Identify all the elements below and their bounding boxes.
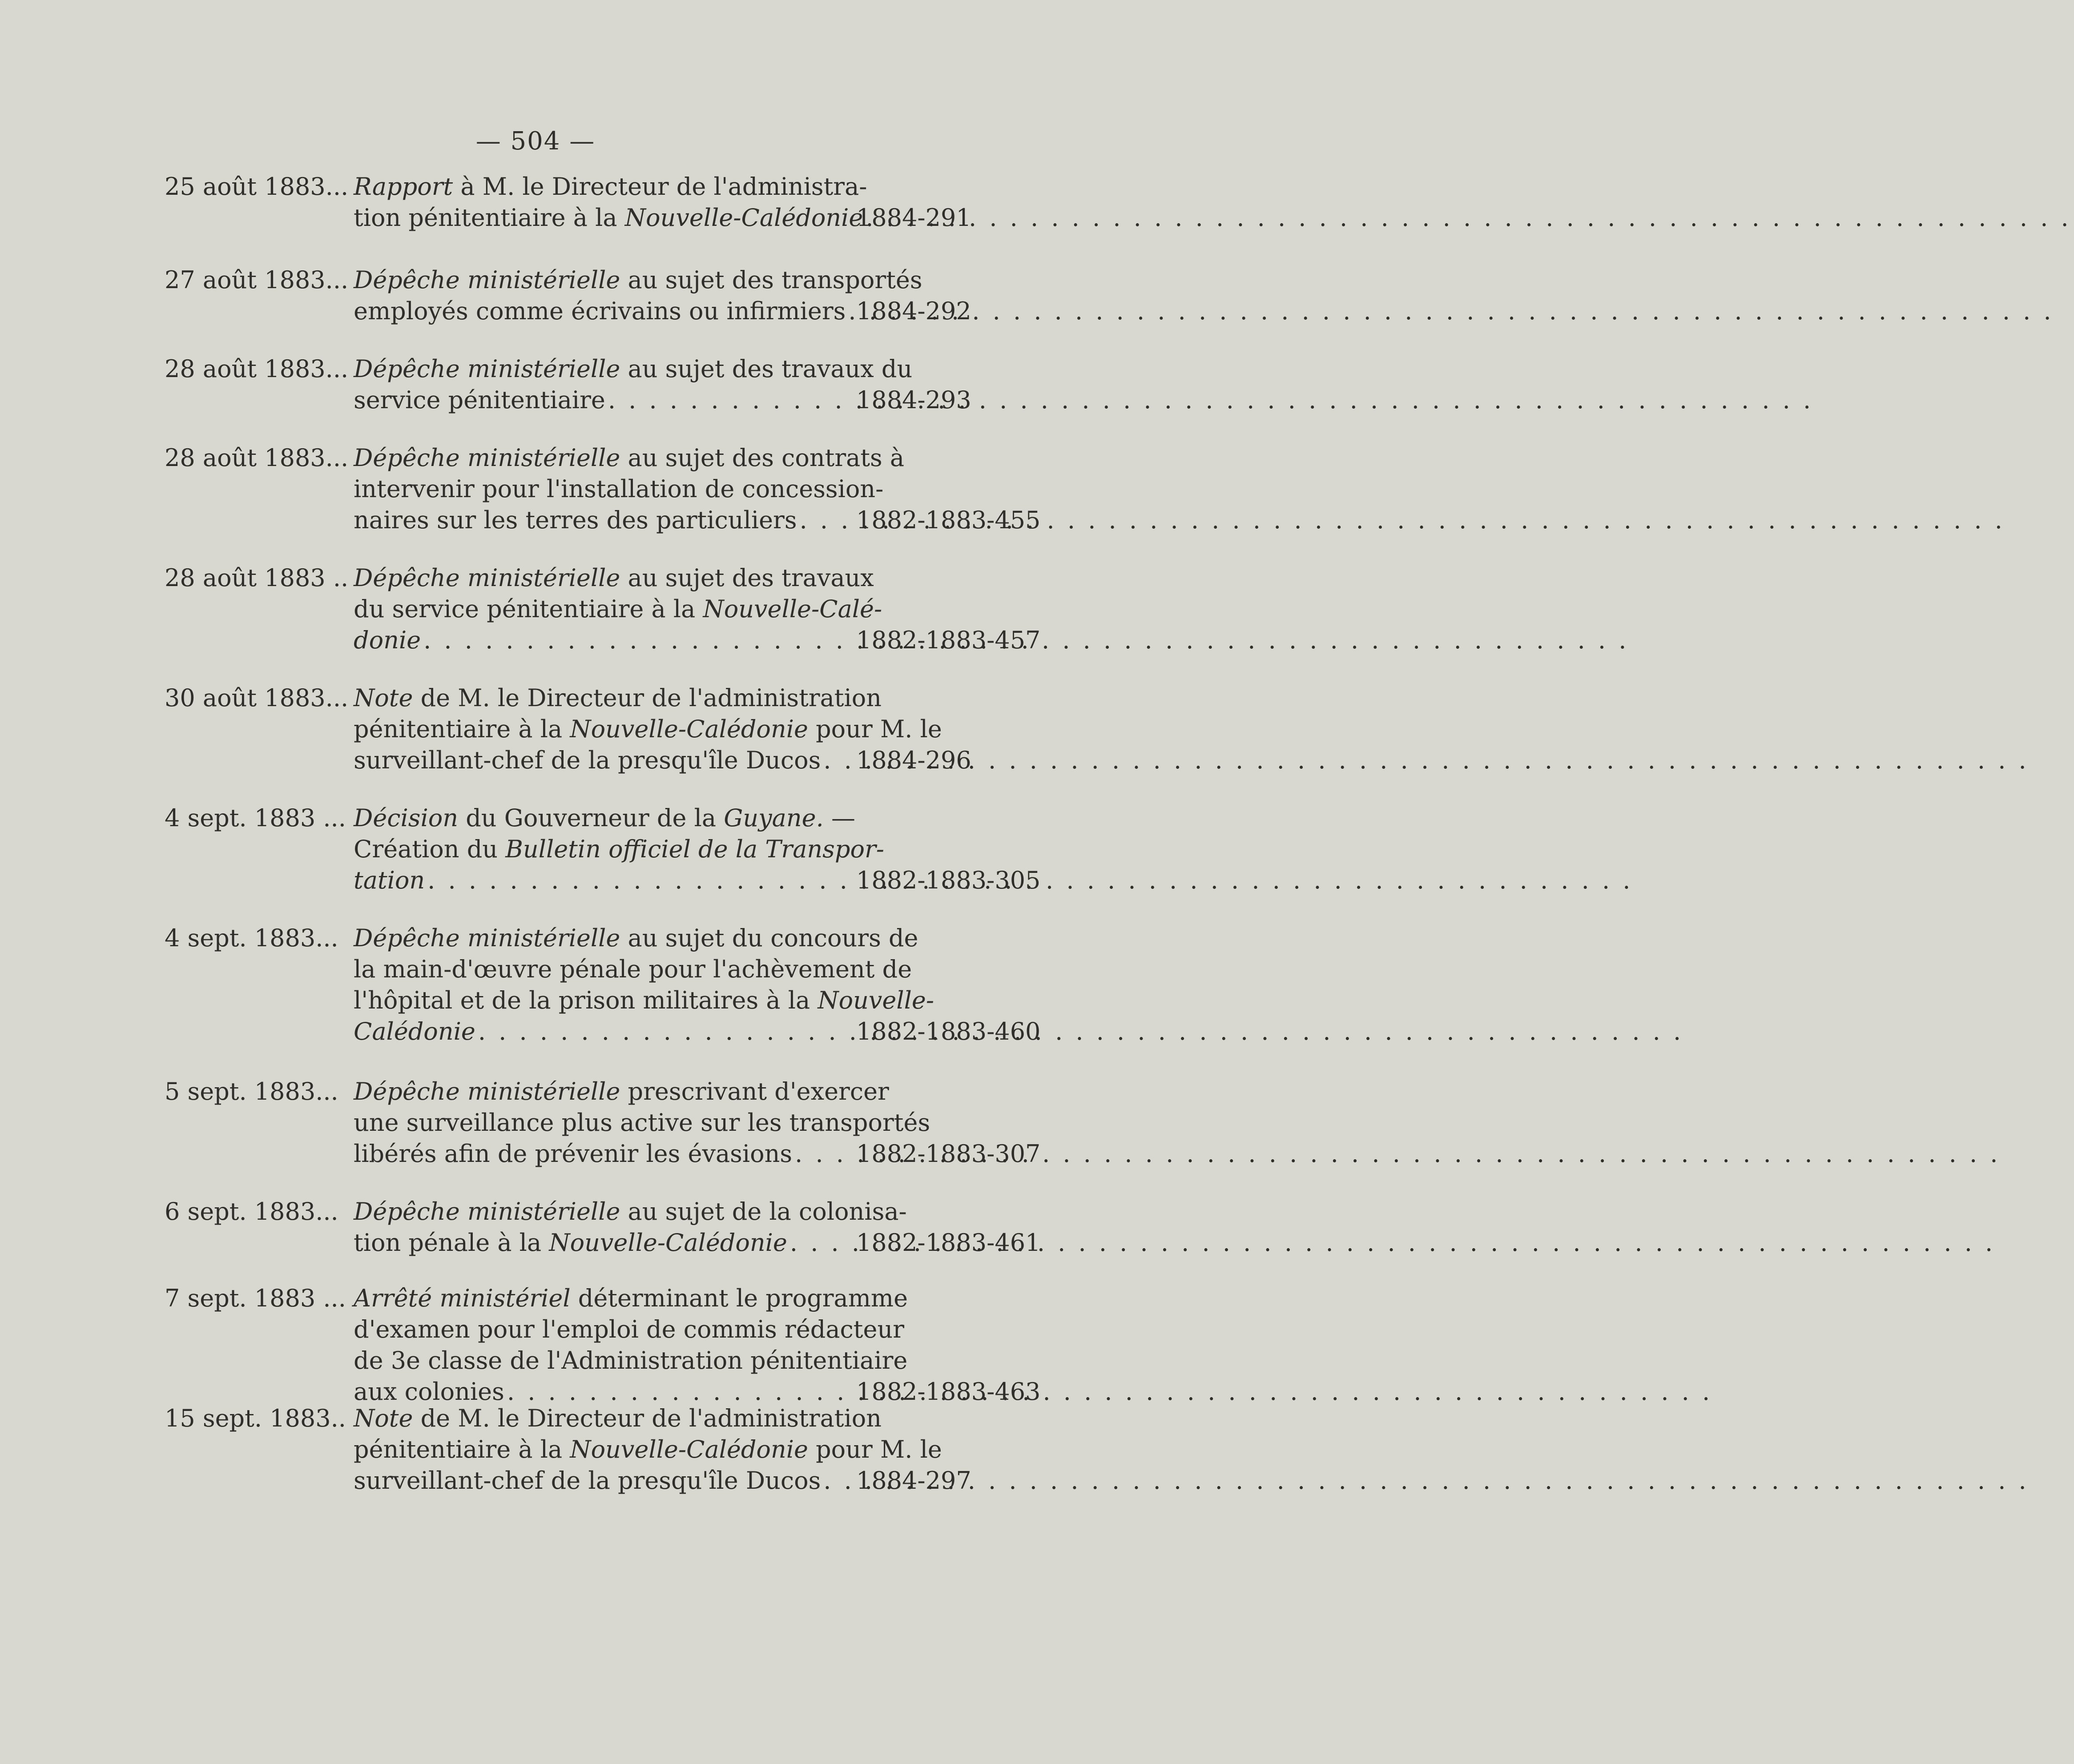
italic-text: Dépêche ministérielle (354, 1077, 620, 1105)
text-segment: — (823, 804, 855, 832)
italic-text: Nouvelle-Calédonie (570, 1435, 808, 1463)
text-segment: du Gouverneur de la (458, 804, 724, 832)
text-segment: intervenir pour l'installation de concession- (354, 475, 884, 503)
italic-text: Nouvelle- (818, 986, 934, 1014)
description-line (354, 803, 855, 834)
text-segment: déterminant le programme (570, 1284, 908, 1312)
italic-text: Dépêche ministérielle (354, 444, 620, 472)
description-line (354, 745, 847, 776)
entry-reference: 1882-1883-305 (856, 866, 1041, 894)
entry-reference: 1884-293 (856, 386, 971, 414)
entry-date: 15 sept. 1883.. (165, 1404, 346, 1432)
description-line (354, 1314, 905, 1345)
italic-text: tation (354, 866, 425, 894)
dot-leader (605, 385, 1816, 416)
text-segment: la main-d'œuvre pénale pour l'achèvement de (354, 955, 912, 983)
italic-text: Décision (354, 804, 459, 832)
italic-text: Dépêche ministérielle (354, 355, 620, 383)
entry-reference: 1884-297 (856, 1467, 971, 1495)
text-segment: au sujet des transportés (620, 266, 922, 294)
text-segment: naires sur les terres des particuliers (354, 506, 797, 534)
text-segment: au sujet des travaux (620, 564, 874, 592)
description-line (354, 385, 847, 416)
description-line (354, 505, 847, 536)
description-line (354, 171, 867, 202)
text-segment: aux colonies (354, 1378, 504, 1406)
description-line (354, 474, 884, 505)
entry-date: 30 août 1883... (165, 684, 349, 712)
description-line (354, 265, 922, 296)
description-line (354, 1345, 908, 1376)
italic-text: Note (354, 1404, 413, 1432)
description-line (354, 1283, 908, 1314)
entry-date: 5 sept. 1883... (165, 1077, 338, 1105)
text-segment: pour M. le (808, 1435, 942, 1463)
entry-date: 28 août 1883 .. (165, 564, 349, 592)
italic-text: Guyane. (724, 804, 824, 832)
description-line (354, 1403, 882, 1434)
dot-leader (821, 1465, 2031, 1496)
entry-reference: 1884-291 (856, 204, 971, 232)
description-line (354, 954, 912, 985)
entry-date: 4 sept. 1883 ... (165, 804, 346, 832)
text-segment: de M. le Directeur de l'administration (413, 1404, 882, 1432)
description-line (354, 1196, 907, 1227)
description-line (354, 202, 863, 233)
entry-date: 4 sept. 1883... (165, 924, 338, 952)
text-segment: à M. le Directeur de l'administra- (453, 173, 867, 201)
text-segment: une surveillance plus active sur les transportés (354, 1109, 930, 1137)
text-segment: tion pénitentiaire à la (354, 204, 625, 232)
text-segment: prescrivant d'exercer (620, 1077, 889, 1105)
description-line (354, 923, 918, 954)
description-line (354, 1434, 942, 1465)
text-segment: employés comme écrivains ou infirmiers (354, 297, 846, 325)
italic-text: Dépêche ministérielle (354, 1197, 620, 1226)
entry-reference: 1882-1883-461 (856, 1229, 1041, 1257)
text-segment: au sujet des contrats à (620, 444, 905, 472)
description-line (354, 442, 905, 474)
italic-text: Note (354, 684, 413, 712)
italic-text: Nouvelle-Calé- (703, 595, 882, 623)
description-line (354, 714, 942, 745)
entry-description (354, 442, 905, 536)
italic-text: Bulletin officiel de la Transpor- (505, 835, 885, 863)
description-line (354, 1138, 847, 1169)
text-segment: de M. le Directeur de l'administration (413, 684, 882, 712)
entry-reference: 1882-1883-460 (856, 1017, 1041, 1045)
entry-reference: 1884-296 (856, 746, 971, 774)
italic-text: donie (354, 626, 421, 654)
text-segment: libérés afin de prévenir les évasions (354, 1140, 793, 1168)
entry-date: 6 sept. 1883... (165, 1197, 338, 1226)
entry-date: 27 août 1883... (165, 266, 349, 294)
text-segment: de 3e classe de l'Administration pénitentiaire (354, 1346, 908, 1374)
text-segment: tion pénale à la (354, 1229, 549, 1257)
text-segment: pour M. le (808, 715, 942, 743)
italic-text: Nouvelle-Calédonie (624, 204, 863, 232)
description-line (354, 1107, 930, 1138)
italic-text: Nouvelle-Calédonie (549, 1229, 787, 1257)
text-segment: au sujet de la colonisa- (620, 1197, 907, 1226)
description-line (354, 1227, 847, 1258)
text-segment: du service pénitentiaire à la (354, 595, 703, 623)
page-number: — 504 — (475, 127, 596, 156)
entry-reference: 1882-1883-307 (856, 1140, 1041, 1168)
description-line (354, 985, 934, 1016)
italic-text: Dépêche ministérielle (354, 564, 620, 592)
description-line (354, 1076, 889, 1107)
text-segment: Création du (354, 835, 506, 863)
entry-description (354, 803, 885, 896)
entry-description (354, 1283, 908, 1407)
text-segment: service pénitentiaire (354, 386, 605, 414)
entry-reference: 1884-292 (856, 297, 971, 325)
entry-description (354, 1076, 930, 1169)
description-line (354, 683, 882, 714)
italic-text: Dépêche ministérielle (354, 266, 620, 294)
text-segment: d'examen pour l'emploi de commis rédacteur (354, 1315, 905, 1343)
entry-description (354, 563, 882, 656)
entry-reference: 1882-1883-455 (856, 506, 1041, 534)
description-line (354, 1016, 847, 1047)
description-line (354, 594, 882, 625)
dot-leader (846, 296, 2056, 327)
text-segment: pénitentiaire à la (354, 1435, 570, 1463)
description-line (354, 563, 874, 594)
dot-leader (863, 202, 2074, 233)
italic-text: Rapport (354, 173, 453, 201)
description-line (354, 834, 885, 865)
entry-date: 28 août 1883... (165, 444, 349, 472)
dot-leader (821, 745, 2031, 776)
entry-description (354, 354, 913, 416)
entry-description (354, 1196, 907, 1258)
text-segment: l'hôpital et de la prison militaires à la (354, 986, 818, 1014)
entry-date: 25 août 1883... (165, 173, 349, 201)
text-segment: surveillant-chef de la presqu'île Ducos (354, 1467, 821, 1495)
text-segment: pénitentiaire à la (354, 715, 570, 743)
description-line (354, 296, 847, 327)
entry-reference: 1882-1883-457 (856, 626, 1041, 654)
italic-text: Nouvelle-Calédonie (570, 715, 808, 743)
entry-date: 28 août 1883... (165, 355, 349, 383)
italic-text: Calédonie (354, 1017, 475, 1045)
description-line (354, 865, 847, 896)
entry-description (354, 171, 867, 233)
text-segment: au sujet des travaux du (620, 355, 913, 383)
italic-text: Arrêté ministériel (354, 1284, 571, 1312)
description-line (354, 625, 847, 656)
text-segment: au sujet du concours de (620, 924, 918, 952)
description-line (354, 1465, 847, 1496)
entry-description (354, 923, 934, 1047)
italic-text: Dépêche ministérielle (354, 924, 620, 952)
description-line (354, 354, 913, 385)
dot-leader (475, 1016, 1686, 1047)
entry-reference: 1882-1883-463 (856, 1378, 1041, 1406)
entry-date: 7 sept. 1883 ... (165, 1284, 346, 1312)
text-segment: surveillant-chef de la presqu'île Ducos (354, 746, 821, 774)
